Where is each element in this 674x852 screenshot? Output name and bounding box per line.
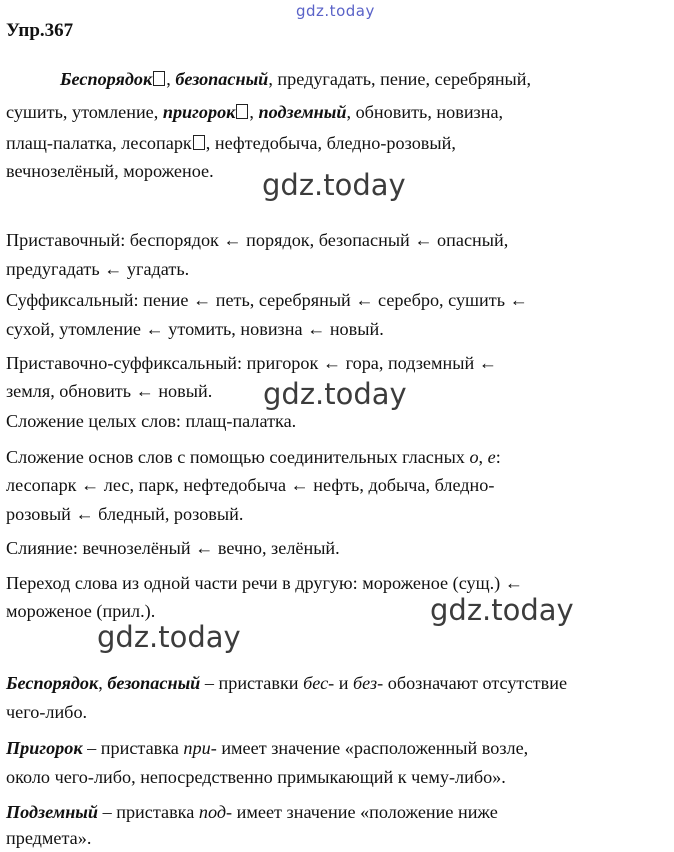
- note-3-line-1: Подземный – приставка под- имеет значение «положение ниже: [6, 802, 498, 822]
- suffix-derivation-line-2: сухой, утомление ← утомить, новизна ← новый.: [6, 319, 384, 339]
- word-bezporyadok: Беспорядок: [60, 69, 153, 89]
- note-2-line-2: около чего-либо, непосредственно примыкающий к чему-либо».: [6, 767, 506, 787]
- prefix-derivation-line-1: Приставочный: беспорядок ← порядок, безопасный ← опасный,: [6, 230, 509, 250]
- prefix-suffix-derivation-line-2: земля, обновить ← новый.: [6, 381, 213, 401]
- merge-line: Слияние: вечнозелёный ← вечно, зелёный.: [6, 538, 340, 558]
- suffix-derivation-line-1: Суффиксальный: пение ← петь, серебряный ← серебро, сушить ←: [6, 290, 528, 310]
- word-podzemny: подземный: [258, 102, 347, 122]
- transfer-line-1: Переход слова из одной части речи в другую: мороженое (сущ.) ←: [6, 573, 523, 593]
- empty-ending-box: [153, 71, 165, 86]
- watermark: gdz.today: [430, 593, 574, 627]
- word-list-line-2: сушить, утомление, пригорок , подземный, обновить, новизна,: [6, 102, 504, 122]
- word-prigorok: пригорок: [162, 102, 236, 122]
- watermark: gdz.today: [262, 168, 406, 202]
- compound-stems-line-2: лесопарк ← лес, парк, нефтедобыча ← нефть, добыча, бледно-: [6, 475, 495, 495]
- prefix-derivation-line-2: предугадать ← угадать.: [6, 259, 190, 279]
- word-list-line-4: вечнозелёный, мороженое.: [6, 161, 214, 181]
- note-3-line-2: предмета».: [6, 828, 92, 848]
- word-list-line-1: Беспорядок , безопасный, предугадать, пение, серебряный,: [60, 69, 532, 89]
- word-bezopasny: безопасный: [175, 69, 269, 89]
- empty-ending-box: [193, 135, 205, 150]
- note-2-line-1: Пригорок – приставка при- имеет значение «расположенный возле,: [6, 738, 529, 758]
- exercise-title: Упр.367: [6, 20, 74, 41]
- watermark: gdz.today: [263, 377, 407, 411]
- note-1-line-1: Беспорядок, безопасный – приставки бес- и без- обозначают отсутствие: [6, 673, 568, 693]
- prefix-suffix-derivation-line-1: Приставочно-суффиксальный: пригорок ← гора, подземный ←: [6, 353, 497, 373]
- empty-ending-box: [236, 104, 248, 119]
- compound-stems-line-1: Сложение основ слов с помощью соединительных гласных о, е:: [6, 447, 501, 467]
- watermark: gdz.today: [97, 620, 241, 654]
- watermark-top: gdz.today: [296, 2, 375, 20]
- compound-stems-line-3: розовый ← бледный, розовый.: [6, 504, 244, 524]
- word-list-line-3: плащ-палатка, лесопарк , нефтедобыча, бледно-розовый,: [6, 133, 456, 153]
- note-1-line-2: чего-либо.: [6, 702, 88, 722]
- compound-words-line: Сложение целых слов: плащ-палатка.: [6, 411, 297, 431]
- transfer-line-2: мороженое (прил.).: [6, 601, 156, 621]
